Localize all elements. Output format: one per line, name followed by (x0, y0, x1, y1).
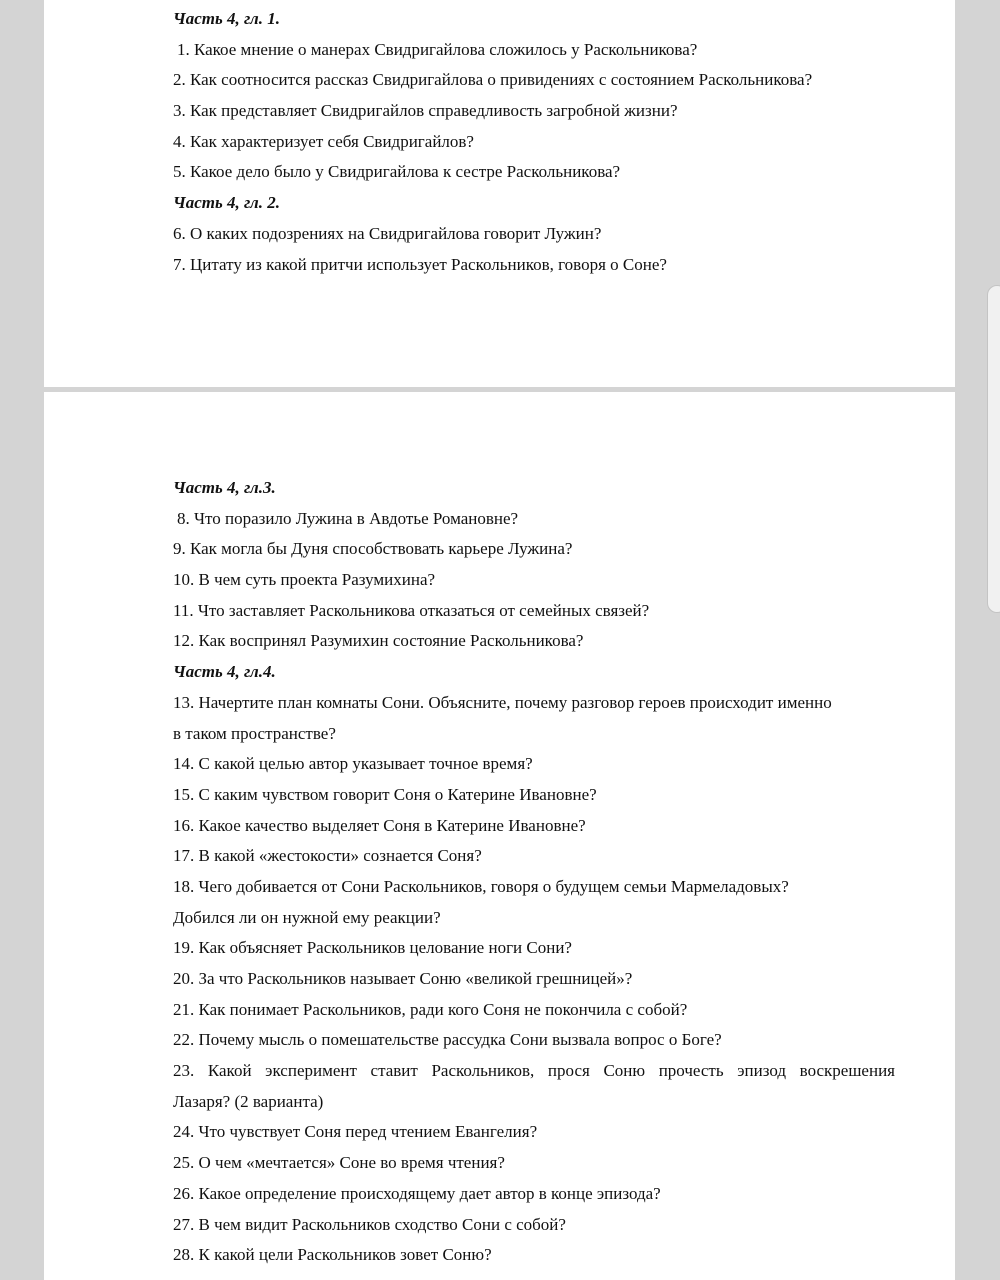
section-heading: Часть 4, гл.4. (173, 662, 276, 682)
question-line: 28. К какой цели Раскольников зовет Соню? (173, 1245, 492, 1265)
question-line: 23. Какой эксперимент ставит Раскольников, прося Соню прочесть эпизод воскрешения (173, 1061, 895, 1081)
section-heading: Часть 4, гл. 1. (173, 9, 281, 28)
question-line: 2. Как соотносится рассказ Свидригайлова о привидениях с состоянием Раскольникова? (173, 70, 813, 90)
question-line: 11. Что заставляет Раскольникова отказаться от семейных связей? (173, 600, 650, 620)
question-line: 18. Чего добивается от Сони Раскольников, говоря о будущем семьи Мармеладовых? (173, 876, 789, 896)
question-line: 10. В чем суть проекта Разумихина? (173, 570, 436, 590)
question-line: 13. Начертите план комнаты Сони. Объясните, почему разговор героев происходит именно (173, 692, 832, 712)
question-line: 1. Какое мнение о манерах Свидригайлова сложилось у Раскольникова? (177, 39, 698, 59)
question-line: 22. Почему мысль о помешательстве рассудка Сони вызвала вопрос о Боге? (173, 1030, 722, 1050)
question-line: 7. Цитату из какой притчи использует Раскольников, говоря о Соне? (173, 254, 667, 274)
question-line: 26. Какое определение происходящему дает автор в конце эпизода? (173, 1183, 661, 1203)
question-line: 12. Как воспринял Разумихин состояние Раскольникова? (173, 631, 584, 651)
scrollbar-handle[interactable] (987, 285, 1000, 613)
question-line: 3. Как представляет Свидригайлов справедливость загробной жизни? (173, 101, 678, 121)
page-2-content (173, 473, 895, 1271)
section-heading: Часть 4, гл.3. (173, 478, 276, 497)
section-heading: Часть 4, гл. 2. (173, 193, 281, 213)
question-line: 21. Как понимает Раскольников, ради кого Соня не покончила с собой? (173, 999, 688, 1019)
question-line: 20. За что Раскольников называет Соню «великой грешницей»? (173, 969, 633, 988)
document-page-1 (44, 0, 955, 387)
question-line: 14. С какой целью автор указывает точное время? (173, 754, 533, 774)
question-line: 16. Какое качество выделяет Соня в Катерине Ивановне? (173, 815, 586, 835)
question-line: 27. В чем видит Раскольников сходство Сони с собой? (173, 1214, 566, 1234)
question-line: 24. Что чувствует Соня перед чтением Евангелия? (173, 1122, 538, 1142)
question-line: в таком пространстве? (173, 723, 336, 743)
document-page-2 (44, 392, 955, 1280)
question-line: 25. О чем «мечтается» Соне во время чтения? (173, 1153, 505, 1173)
question-line: 17. В какой «жестокости» сознается Соня? (173, 846, 482, 866)
question-line: 19. Как объясняет Раскольников целование ноги Сони? (173, 938, 572, 958)
question-line: 6. О каких подозрениях на Свидригайлова говорит Лужин? (173, 223, 602, 243)
question-line: Добился ли он нужной ему реакции? (173, 907, 441, 927)
question-line: 4. Как характеризует себя Свидригайлов? (173, 131, 474, 151)
question-line: 15. С каким чувством говорит Соня о Катерине Ивановне? (173, 784, 597, 804)
question-line: 8. Что поразило Лужина в Авдотье Романовне? (177, 508, 519, 528)
question-line: Лазаря? (2 варианта) (173, 1091, 324, 1111)
question-line: 9. Как могла бы Дуня способствовать карьере Лужина? (173, 539, 573, 559)
page-1-content (173, 4, 895, 280)
question-line: 5. Какое дело было у Свидригайлова к сестре Раскольникова? (173, 162, 621, 182)
